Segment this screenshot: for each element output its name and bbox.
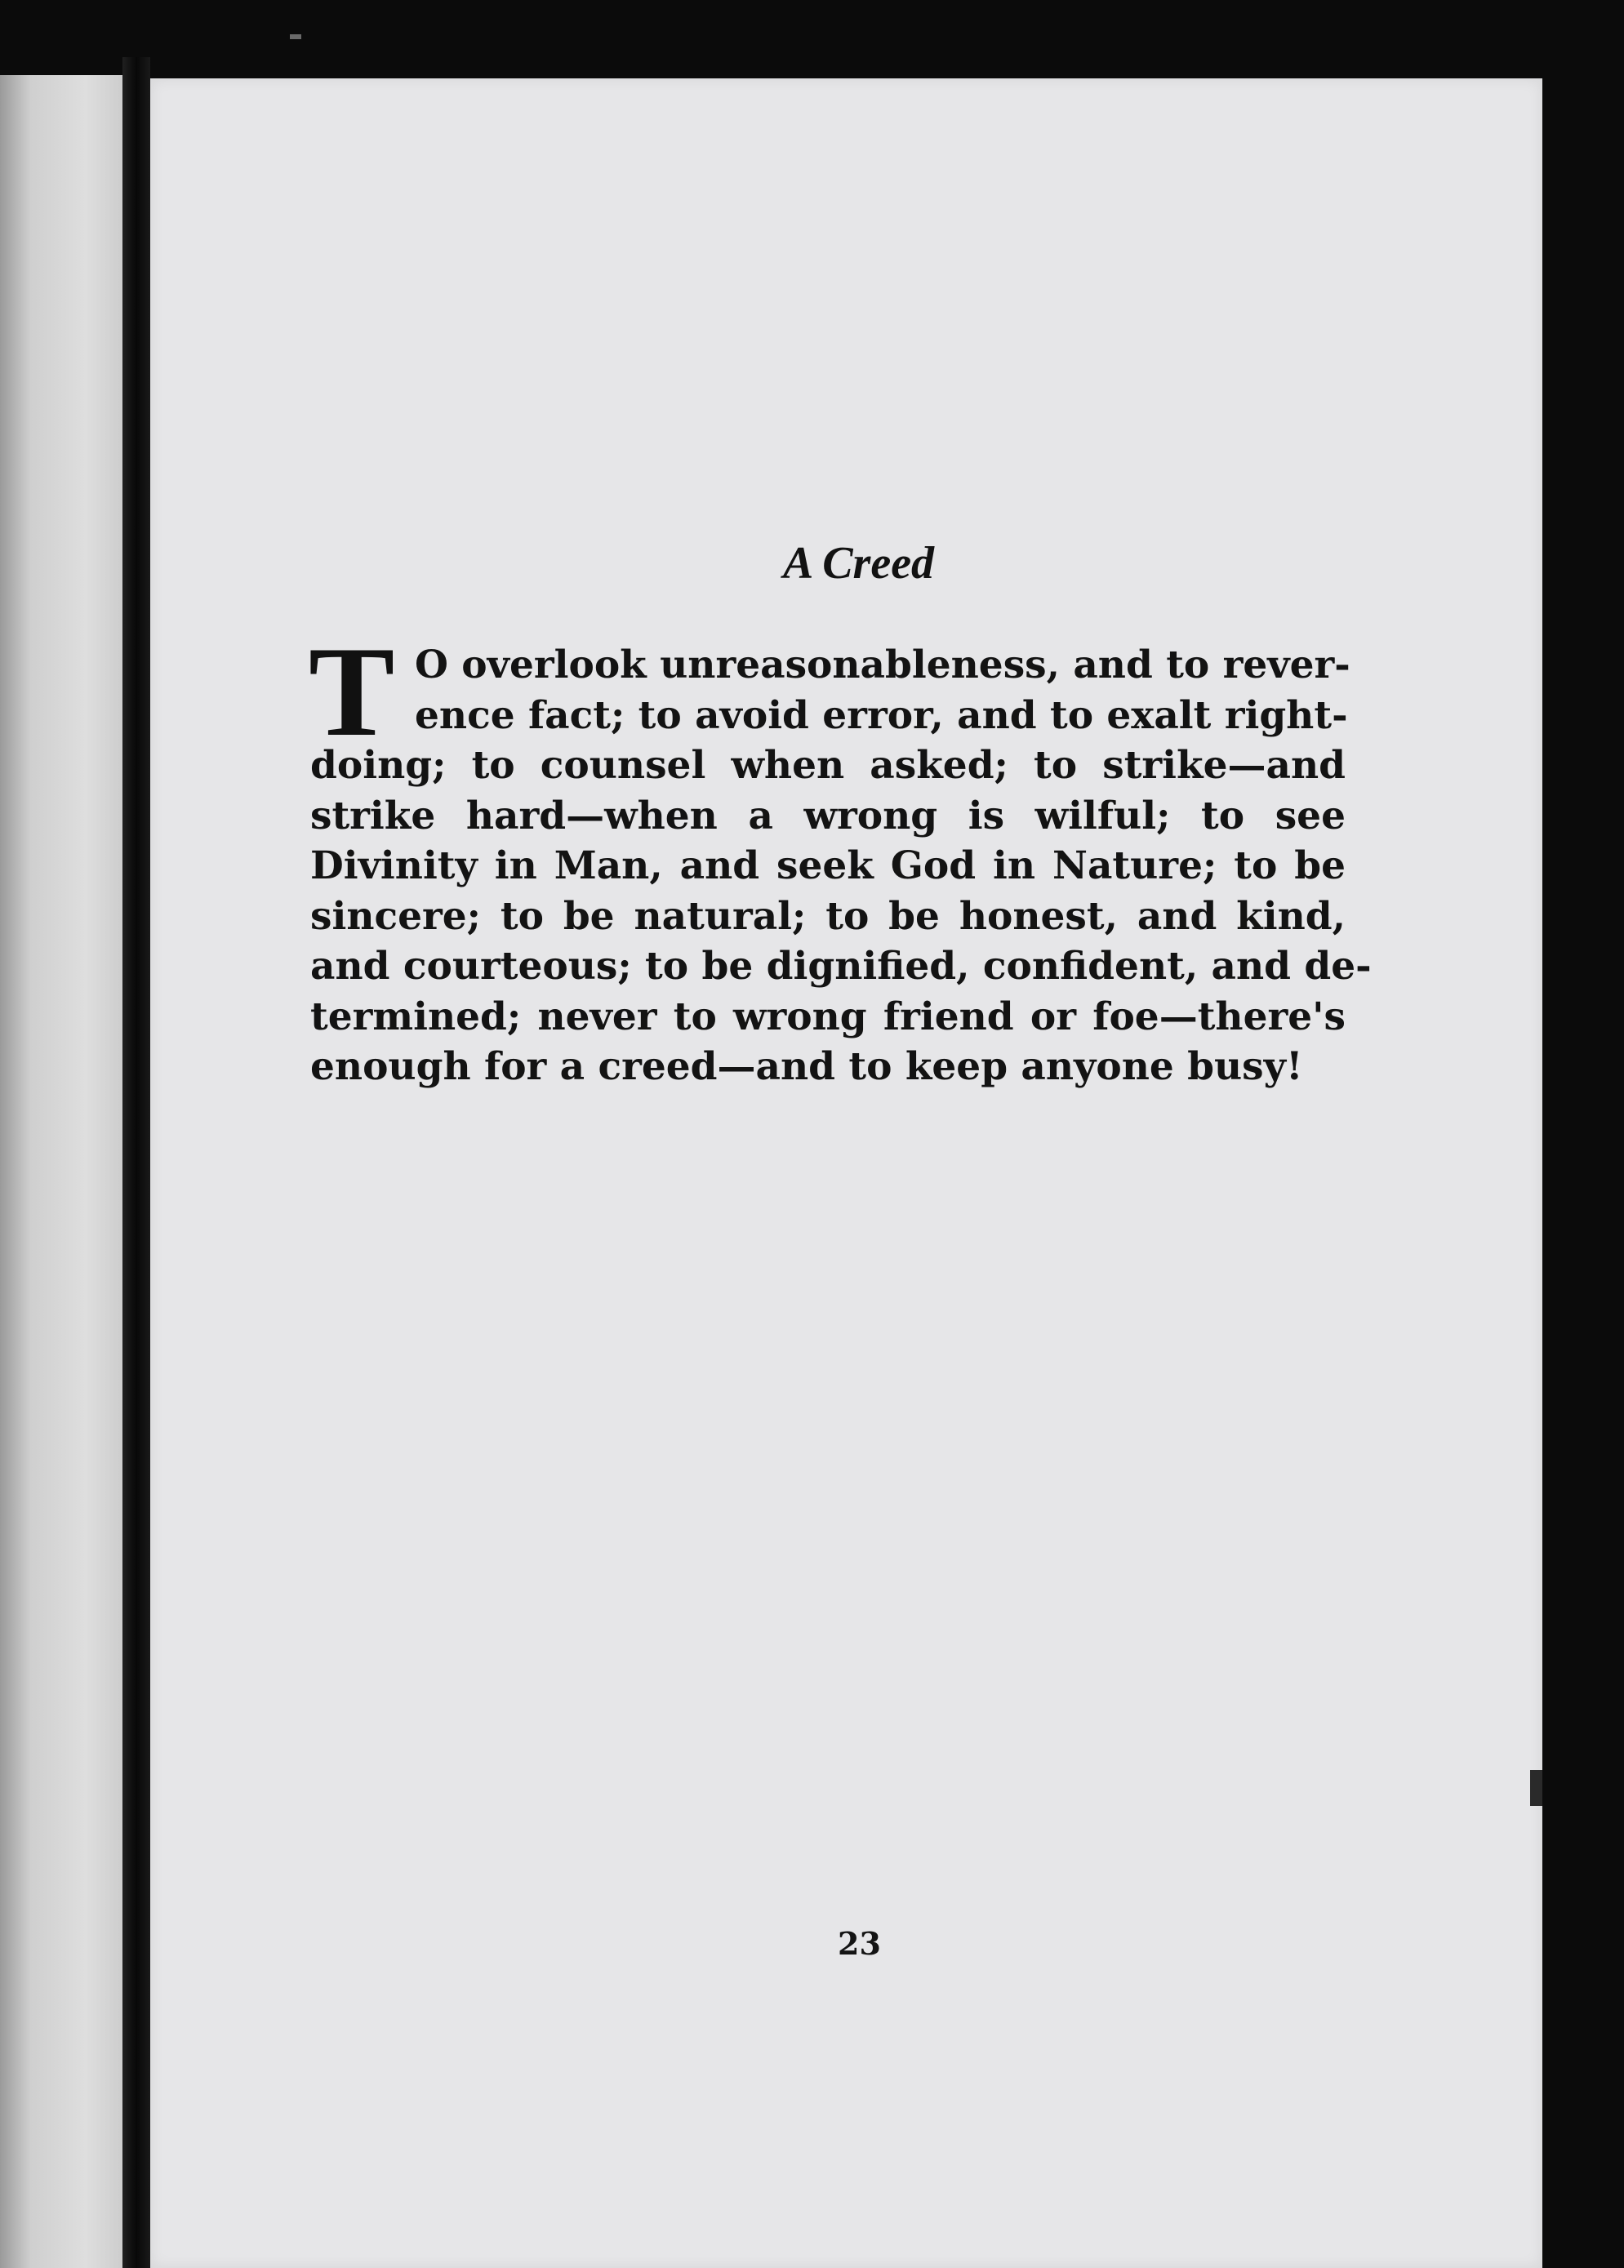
poem-line: sincere; to be natural; to be honest, and kind, <box>310 893 1346 939</box>
facing-page-edge <box>0 75 122 2268</box>
poem-line: termined; never to wrong friend or foe—there's <box>310 994 1346 1039</box>
poem-line: ence fact; to avoid error, and to exalt right- <box>415 692 1348 738</box>
book-gutter <box>122 57 150 2268</box>
poem-line: enough for a creed—and to keep anyone busy! <box>310 1044 1303 1089</box>
poem-body <box>309 620 1372 1092</box>
poem-line: O overlook unreasonableness, and to rever- <box>415 643 1350 687</box>
right-edge-notch <box>1530 1770 1543 1806</box>
scan-border <box>1542 49 1624 2268</box>
poem-line: and courteous; to be dignified, confident, and de- <box>310 944 1372 989</box>
poem-title: A Creed <box>782 538 935 589</box>
book-page <box>150 78 1542 2268</box>
scan-speck <box>290 34 301 39</box>
poem-line: doing; to counsel when asked; to strike—and <box>310 743 1346 788</box>
poem-line: strike hard—when a wrong is wilful; to see <box>310 793 1346 838</box>
poem-line: Divinity in Man, and seek God in Nature; to be <box>310 843 1346 888</box>
page-number: 23 <box>838 1925 881 1962</box>
drop-cap: T <box>309 620 395 763</box>
